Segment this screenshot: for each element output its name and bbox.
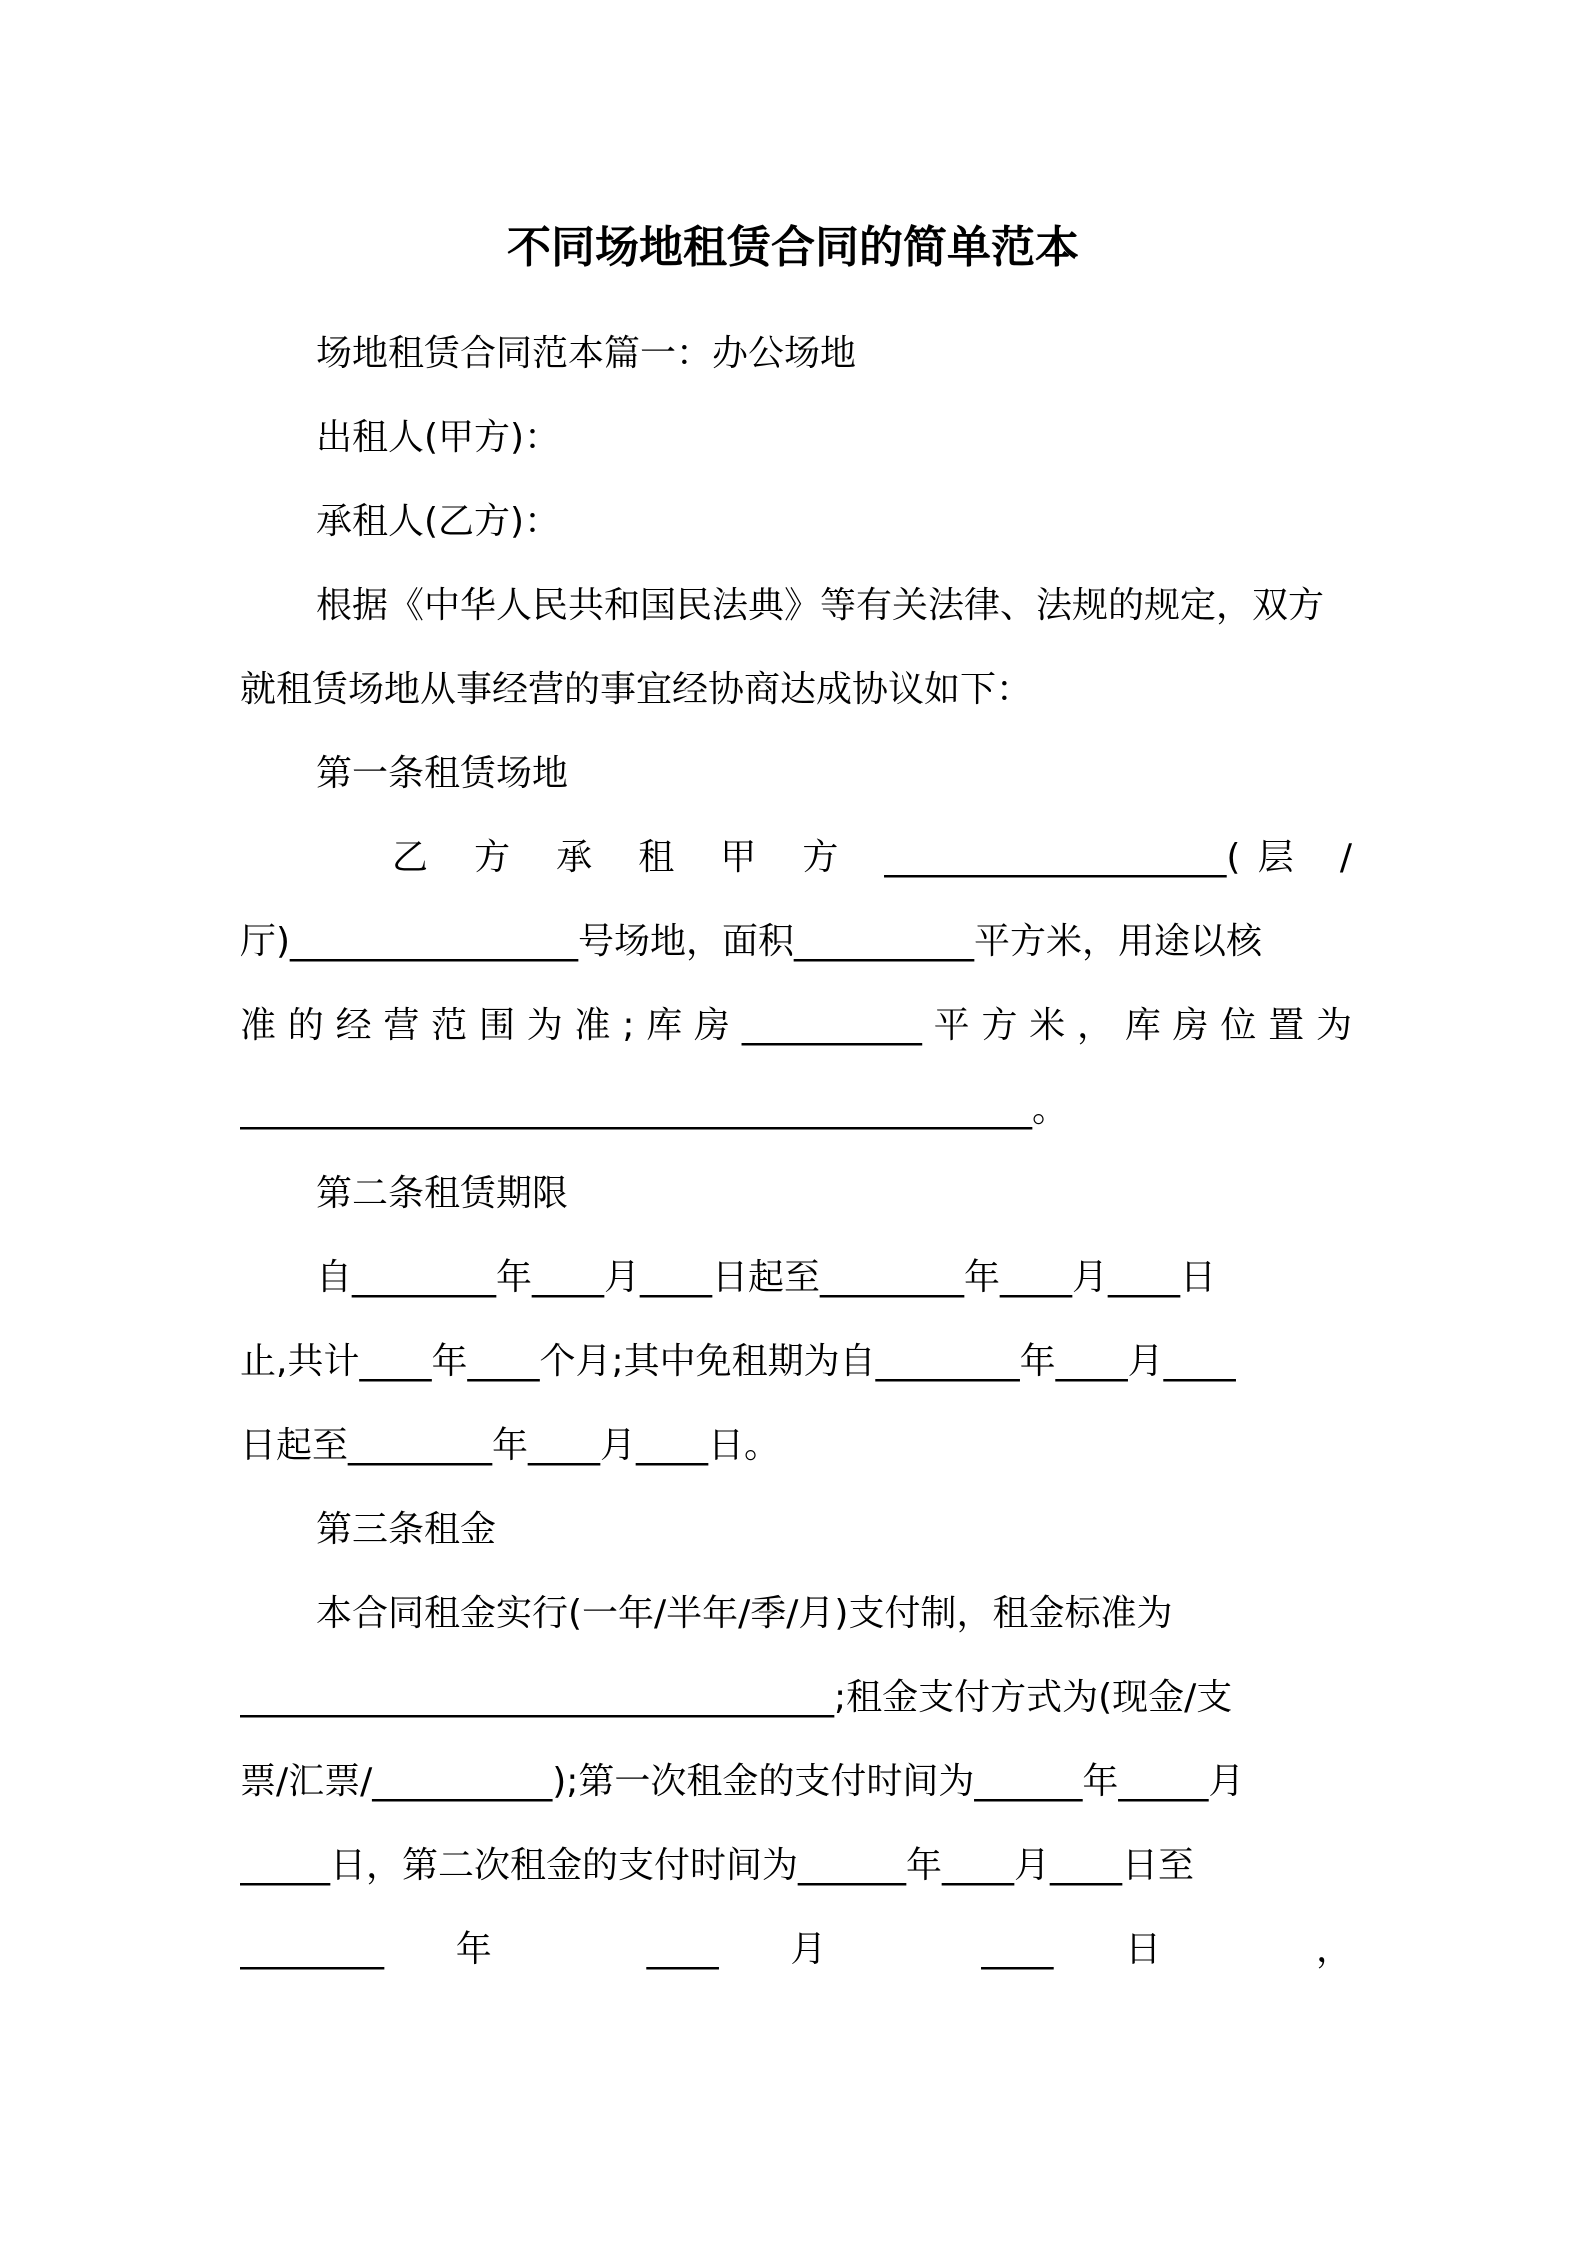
article-3-line-5: ________年 ____月 ____日 ， xyxy=(240,1929,1352,1970)
lessee-label: 承租人(乙方)： xyxy=(316,501,561,542)
article-1-line-2: 厅)________________号场地，面积__________平方米，用途以核 xyxy=(240,921,1263,962)
article-3-line-3: 票/汇票/__________);第一次租金的支付时间为______年_____月 xyxy=(240,1761,1245,1802)
lessor-label: 出租人(甲方)： xyxy=(316,417,561,458)
article-3-heading: 第三条租金 xyxy=(316,1509,497,1550)
article-2-line-1: 自________年____月____日起至________年____月____日 xyxy=(316,1257,1217,1298)
preamble-line-2: 就租赁场地从事经营的事宜经协商达成协议如下： xyxy=(240,669,1033,710)
article-1-line-3: 准的经营范围为准;库房__________平方米，库房位置为 xyxy=(240,1005,1352,1046)
article-3-line-4: _____日，第二次租金的支付时间为______年____月____日至 xyxy=(240,1845,1195,1886)
article-2-heading: 第二条租赁期限 xyxy=(316,1173,569,1214)
preamble-line-1: 根据《中华人民共和国民法典》等有关法律、法规的规定，双方 xyxy=(316,585,1325,626)
article-2-line-3: 日起至________年____月____日。 xyxy=(240,1425,781,1466)
article-3-line-2: _________________________________;租金支付方式为(现金/支 xyxy=(240,1677,1233,1718)
article-2-line-2: 止,共计____年____个月;其中免租期为自________年____月____ xyxy=(240,1341,1236,1382)
document-title: 不同场地租赁合同的简单范本 xyxy=(507,222,1079,273)
article-3-line-1: 本合同租金实行(一年/半年/季/月)支付制，租金标准为 xyxy=(316,1593,1173,1634)
section-heading-office: 场地租赁合同范本篇一：办公场地 xyxy=(316,333,857,374)
article-1-heading: 第一条租赁场地 xyxy=(316,753,569,794)
article-1-line-1: 乙 方 承 租 甲 方 ___________________(层 / xyxy=(392,837,1352,878)
article-1-line-4: ____________________________________________。 xyxy=(240,1089,1068,1130)
